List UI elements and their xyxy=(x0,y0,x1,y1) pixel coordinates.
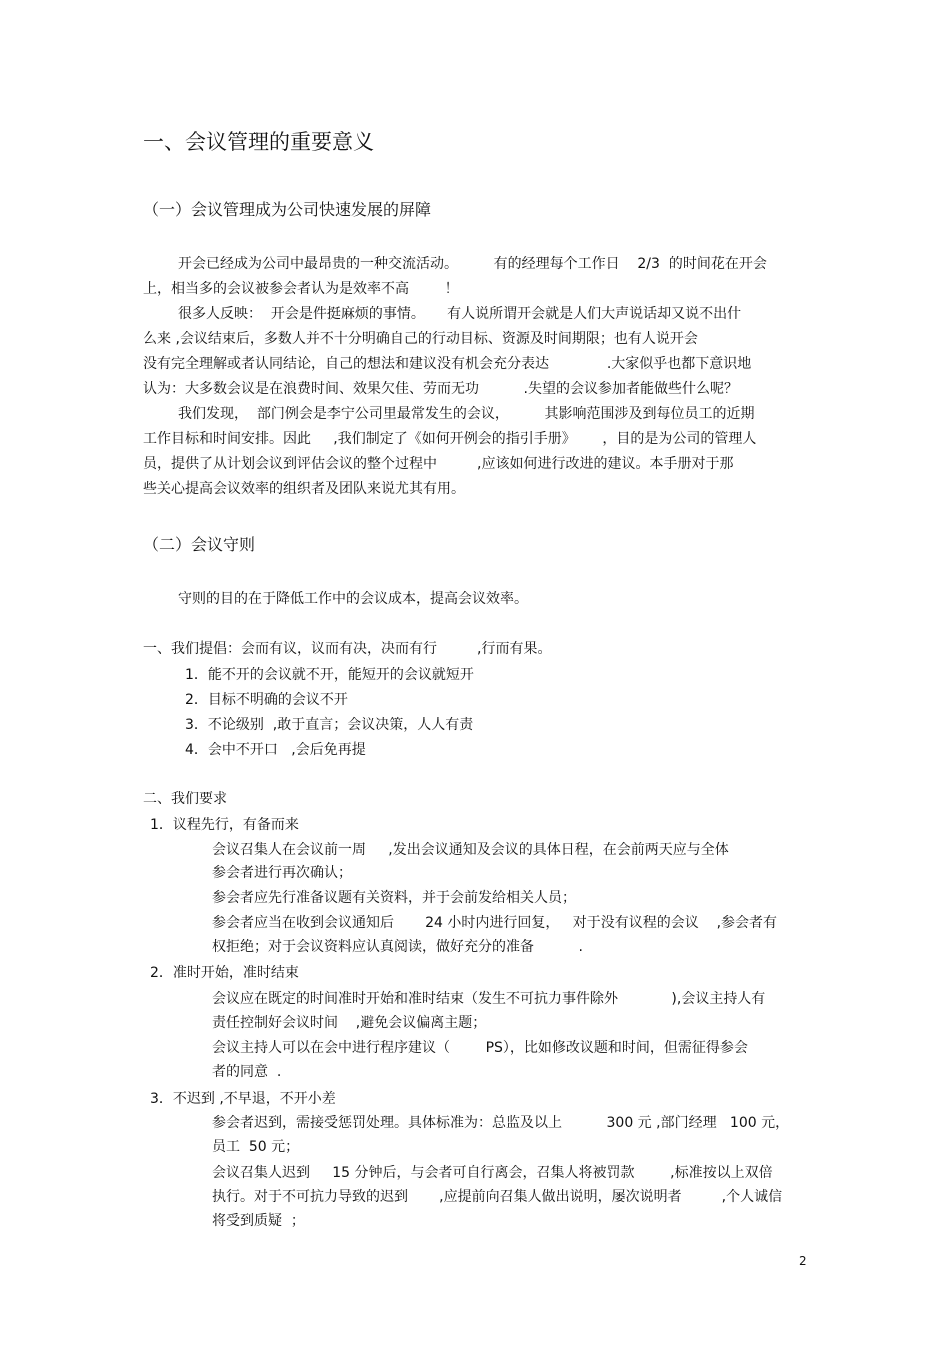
paragraph-line: 我们发现， 部门例会是李宁公司里最常发生的会议， 其影响范围涉及到每位员工的近期 xyxy=(178,406,755,422)
requirement-heading: 3．不迟到 ,不早退，不开小差 xyxy=(150,1091,336,1107)
paragraph-line: 没有完全理解或者认同结论，自己的想法和建议没有机会充分表达 .大家似乎也都下意识地 xyxy=(143,356,752,372)
paragraph-line: 员，提供了从计划会议到评估会议的整个过程中 ,应该如何进行改进的建议。本手册对于那 xyxy=(143,456,734,472)
requirement-line: 会议主持人可以在会中进行程序建议（ PS），比如修改议题和时间，但需征得参会 xyxy=(212,1040,748,1056)
requirements-title: 二、我们要求 xyxy=(143,791,227,807)
requirement-line: 将受到质疑 ； xyxy=(212,1213,305,1229)
requirement-line: 参会者进行再次确认； xyxy=(212,865,352,881)
advocate-title: 一、我们提倡：会而有议，议而有决，决而有行 ,行而有果。 xyxy=(143,641,552,657)
requirement-line: 执行。对于不可抗力导致的迟到 ,应提前向召集人做出说明，屡次说明者 ,个人诚信 xyxy=(212,1189,783,1205)
requirement-line: 参会者应当在收到会议通知后 24 小时内进行回复， 对于没有议程的会议 ,参会者有 xyxy=(212,915,778,931)
list-item: 1．能不开的会议就不开，能短开的会议就短开 xyxy=(185,667,474,683)
paragraph-line: 工作目标和时间安排。因此 ,我们制定了《如何开例会的指引手册》 ，目的是为公司的管理人 xyxy=(143,431,757,447)
requirement-line: 会议召集人迟到 15 分钟后，与会者可自行离会，召集人将被罚款 ,标准按以上双倍 xyxy=(212,1165,773,1181)
requirement-line: 会议应在既定的时间准时开始和准时结束（发生不可抗力事件除外 ),会议主持人有 xyxy=(212,991,766,1007)
paragraph-line: 开会已经成为公司中最昂贵的一种交流活动。 有的经理每个工作日 2/3 的时间花在开会 xyxy=(178,256,767,272)
section-1-heading: （一）会议管理成为公司快速发展的屏障 xyxy=(143,200,432,219)
list-item: 3．不论级别 ,敢于直言；会议决策，人人有责 xyxy=(185,717,474,733)
requirement-line: 参会者迟到，需接受惩罚处理。具体标准为：总监及以上 300 元 ,部门经理 100 元， xyxy=(212,1115,790,1131)
page-number: 2 xyxy=(799,1254,807,1268)
paragraph-line: 很多人反映： 开会是件挺麻烦的事情。 有人说所谓开会就是人们大声说话却又说不出什 xyxy=(178,306,742,322)
list-item: 4．会中不开口 ,会后免再提 xyxy=(185,742,366,758)
requirement-line: 参会者应先行准备议题有关资料，并于会前发给相关人员； xyxy=(212,890,576,906)
paragraph-line: 认为：大多数会议是在浪费时间、效果欠佳、劳而无功 .失望的会议参加者能做些什么呢？ xyxy=(143,381,738,397)
paragraph-line: 上，相当多的会议被参会者认为是效率不高 ！ xyxy=(143,281,459,297)
requirement-line: 责任控制好会议时间 ,避免会议偏离主题； xyxy=(212,1015,487,1031)
paragraph-line: 么来 ,会议结束后，多数人并不十分明确自己的行动目标、资源及时间期限；也有人说开会 xyxy=(143,331,698,347)
requirement-line: 权拒绝；对于会议资料应认真阅读，做好充分的准备 . xyxy=(212,939,583,955)
paragraph-line: 些关心提高会议效率的组织者及团队来说尤其有用。 xyxy=(143,481,465,497)
requirement-heading: 2．准时开始，准时结束 xyxy=(150,965,299,981)
rules-intro: 守则的目的在于降低工作中的会议成本，提高会议效率。 xyxy=(178,591,528,607)
list-item: 2．目标不明确的会议不开 xyxy=(185,692,348,708)
page-title: 一、会议管理的重要意义 xyxy=(143,130,374,154)
section-2-heading: （二）会议守则 xyxy=(143,535,256,554)
requirement-heading: 1．议程先行，有备而来 xyxy=(150,817,299,833)
requirement-line: 会议召集人在会议前一周 ,发出会议通知及会议的具体日程，在会前两天应与全体 xyxy=(212,842,729,858)
requirement-line: 者的同意 . xyxy=(212,1064,282,1080)
requirement-line: 员工 50 元； xyxy=(212,1139,300,1155)
